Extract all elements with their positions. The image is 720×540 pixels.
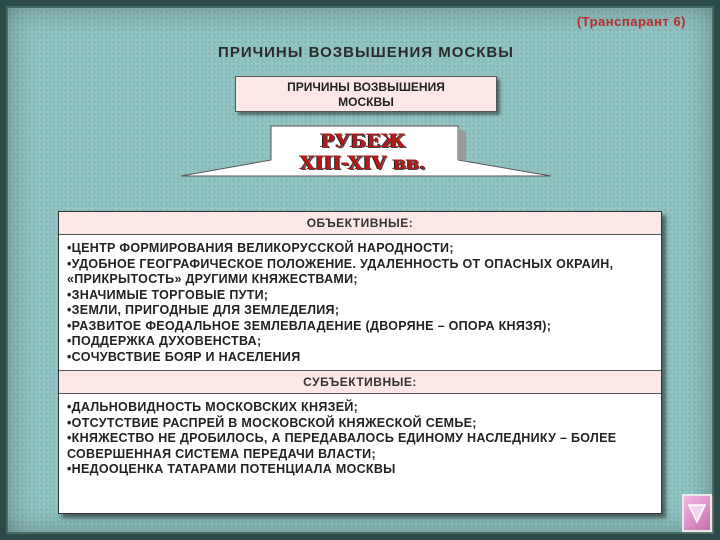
subtitle-box	[235, 76, 497, 112]
list-item: •НЕДООЦЕНКА ТАТАРАМИ ПОТЕНЦИАЛА МОСКВЫ	[67, 462, 396, 476]
boundary-label	[268, 130, 458, 174]
subjective-list	[59, 394, 661, 483]
subtitle-line-1: ПРИЧИНЫ ВОЗВЫШЕНИЯ	[287, 80, 445, 94]
list-item: •ЦЕНТР ФОРМИРОВАНИЯ ВЕЛИКОРУССКОЙ НАРОДНОСТИ;	[67, 241, 454, 255]
subtitle-line-2: МОСКВЫ	[338, 95, 394, 109]
triangle-down-icon	[687, 502, 707, 524]
transparency-label: (Транспарант 6)	[576, 14, 686, 29]
list-item: •СОЧУВСТВИЕ БОЯР И НАСЕЛЕНИЯ	[67, 349, 301, 364]
list-item: •ОТСУТСТВИЕ РАСПРЕЙ В МОСКОВСКОЙ КНЯЖЕСКОЙ СЕМЬЕ;	[67, 415, 477, 430]
next-slide-button[interactable]	[682, 494, 712, 532]
boundary-line-1: РУБЕЖ	[320, 130, 406, 152]
objective-list	[59, 235, 661, 370]
list-item: •РАЗВИТОЕ ФЕОДАЛЬНОЕ ЗЕМЛЕВЛАДЕНИЕ (ДВОРЯНЕ – ОПОРА КНЯЗЯ);	[67, 318, 552, 333]
list-item: •ЗЕМЛИ, ПРИГОДНЫЕ ДЛЯ ЗЕМЛЕДЕЛИЯ;	[67, 303, 340, 317]
page-title: ПРИЧИНЫ ВОЗВЫШЕНИЯ МОСКВЫ	[218, 44, 514, 61]
list-item: •ДАЛЬНОВИДНОСТЬ МОСКОВСКИХ КНЯЗЕЙ;	[67, 400, 359, 414]
boundary-line-2: XIII-XIV вв.	[300, 152, 426, 174]
list-item: •ЗНАЧИМЫЕ ТОРГОВЫЕ ПУТИ;	[67, 287, 269, 302]
list-item: •ПОДДЕРЖКА ДУХОВЕНСТВА;	[67, 334, 262, 348]
reasons-panel	[58, 211, 662, 514]
list-item: •КНЯЖЕСТВО НЕ ДРОБИЛОСЬ, А ПЕРЕДАВАЛОСЬ ЕДИНОМУ НАСЛЕДНИКУ – БОЛЕЕ СОВЕРШЕННАЯ СИСТЕМА ПЕРЕДАЧИ ВЛАСТИ;	[67, 431, 617, 461]
objective-heading: ОБЪЕКТИВНЫЕ:	[59, 212, 661, 235]
list-item: •УДОБНОЕ ГЕОГРАФИЧЕСКОЕ ПОЛОЖЕНИЕ. УДАЛЕННОСТЬ ОТ ОПАСНЫХ ОКРАИН, «ПРИКРЫТОСТЬ» ДРУГИМИ КНЯЖЕСТВАМИ;	[67, 256, 614, 286]
subjective-heading: СУБЪЕКТИВНЫЕ:	[59, 370, 661, 394]
